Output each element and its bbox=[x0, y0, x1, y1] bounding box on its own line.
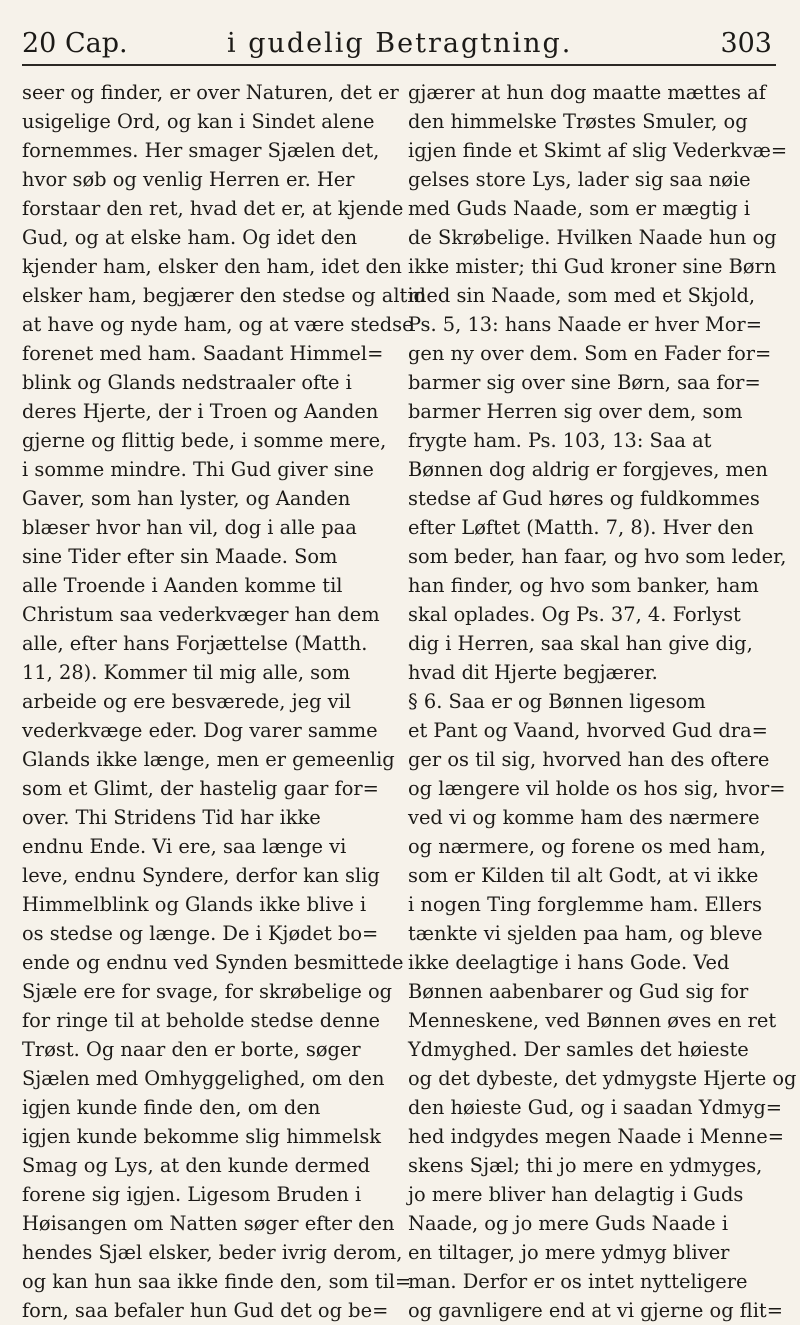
text-line: leve, endnu Syndere, derfor kan slig bbox=[22, 864, 380, 887]
text-line: og længere vil holde os hos sig, hvor= bbox=[408, 777, 786, 800]
text-line: frygte ham. Ps. 103, 13: Saa at bbox=[408, 429, 712, 452]
text-line: og det dybeste, det ydmygste Hjerte og bbox=[408, 1067, 797, 1090]
text-line: Bønnen dog aldrig er forgjeves, men bbox=[408, 458, 768, 481]
text-line: over. Thi Stridens Tid har ikke bbox=[22, 806, 321, 829]
text-line: hvor søb og venlig Herren er. Her bbox=[22, 168, 355, 191]
text-line: gjerne og flittig bede, i somme mere, bbox=[22, 429, 387, 452]
text-line: skens Sjæl; thi jo mere en ydmyges, bbox=[408, 1154, 763, 1177]
text-line: igjen kunde bekomme slig himmelsk bbox=[22, 1125, 382, 1148]
text-line: os stedse og længe. De i Kjødet bo= bbox=[22, 922, 379, 945]
chapter-label: 20 Cap. bbox=[22, 28, 128, 59]
text-line: Naade, og jo mere Guds Naade i bbox=[408, 1212, 729, 1235]
text-line: og nærmere, og forene os med ham, bbox=[408, 835, 766, 858]
text-line: i somme mindre. Thi Gud giver sine bbox=[22, 458, 374, 481]
text-line: Gud, og at elske ham. Og idet den bbox=[22, 226, 358, 249]
text-line: med Guds Naade, som er mægtig i bbox=[408, 197, 751, 220]
text-line: forene sig igjen. Ligesom Bruden i bbox=[22, 1183, 362, 1206]
text-line: alle, efter hans Forjættelse (Matth. bbox=[22, 632, 368, 655]
text-line: 11, 28). Kommer til mig alle, som bbox=[22, 661, 351, 684]
text-line: alle Troende i Aanden komme til bbox=[22, 574, 343, 597]
text-line: den himmelske Trøstes Smuler, og bbox=[408, 110, 748, 133]
text-line: ved vi og komme ham des nærmere bbox=[408, 806, 760, 829]
text-line: igjen kunde finde den, om den bbox=[22, 1096, 321, 1119]
text-line: den høieste Gud, og i saadan Ydmyg= bbox=[408, 1096, 783, 1119]
text-line: som beder, han faar, og hvo som leder, bbox=[408, 545, 787, 568]
text-line: stedse af Gud høres og fuldkommes bbox=[408, 487, 760, 510]
text-line: de Skrøbelige. Hvilken Naade hun og bbox=[408, 226, 777, 249]
text-line: gen ny over dem. Som en Fader for= bbox=[408, 342, 772, 365]
text-line: forenet med ham. Saadant Himmel= bbox=[22, 342, 384, 365]
text-line: at have og nyde ham, og at være stedse bbox=[22, 313, 414, 336]
text-line: blink og Glands nedstraaler ofte i bbox=[22, 371, 352, 394]
text-line: som et Glimt, der hastelig gaar for= bbox=[22, 777, 379, 800]
text-line: ikke mister; thi Gud kroner sine Børn bbox=[408, 255, 777, 278]
text-line: han finder, og hvo som banker, ham bbox=[408, 574, 759, 597]
text-line: Christum saa vederkvæger han dem bbox=[22, 603, 380, 626]
text-line: kjender ham, elsker den ham, idet den bbox=[22, 255, 402, 278]
text-line: et Pant og Vaand, hvorved Gud dra= bbox=[408, 719, 768, 742]
text-line: vederkvæge eder. Dog varer samme bbox=[22, 719, 378, 742]
text-line: sine Tider efter sin Maade. Som bbox=[22, 545, 338, 568]
text-line: Ps. 5, 13: hans Naade er hver Mor= bbox=[408, 313, 762, 336]
text-line: Bønnen aabenbarer og Gud sig for bbox=[408, 980, 749, 1003]
text-line: Himmelblink og Glands ikke blive i bbox=[22, 893, 367, 916]
text-line: gelses store Lys, lader sig saa nøie bbox=[408, 168, 751, 191]
text-line: usigelige Ord, og kan i Sindet alene bbox=[22, 110, 375, 133]
text-line: en tiltager, jo mere ydmyg bliver bbox=[408, 1241, 730, 1264]
text-line: hed indgydes megen Naade i Menne= bbox=[408, 1125, 784, 1148]
text-line: Trøst. Og naar den er borte, søger bbox=[22, 1038, 361, 1061]
left-column bbox=[22, 78, 426, 1322]
text-line: skal oplades. Og Ps. 37, 4. Forlyst bbox=[408, 603, 741, 626]
text-line: man. Derfor er os intet nytteligere bbox=[408, 1270, 748, 1293]
text-line: igjen finde et Skimt af slig Vederkvæ= bbox=[408, 139, 788, 162]
text-line: og kan hun saa ikke finde den, som til= bbox=[22, 1270, 412, 1293]
text-line: i nogen Ting forglemme ham. Ellers bbox=[408, 893, 762, 916]
text-line: hvad dit Hjerte begjærer. bbox=[408, 661, 658, 684]
text-line: Høisangen om Natten søger efter den bbox=[22, 1212, 395, 1235]
text-line: Glands ikke længe, men er gemeenlig bbox=[22, 748, 395, 771]
text-line: forn, saa befaler hun Gud det og be= bbox=[22, 1299, 389, 1322]
text-line: deres Hjerte, der i Troen og Aanden bbox=[22, 400, 379, 423]
text-line: som er Kilden til alt Godt, at vi ikke bbox=[408, 864, 759, 887]
text-line: og gavnligere end at vi gjerne og flit= bbox=[408, 1299, 783, 1322]
text-line: gjærer at hun dog maatte mættes af bbox=[408, 81, 766, 104]
text-line: barmer Herren sig over dem, som bbox=[408, 400, 743, 423]
text-line: elsker ham, begjærer den stedse og altid bbox=[22, 284, 426, 307]
text-line: blæser hvor han vil, dog i alle paa bbox=[22, 516, 357, 539]
text-line: Ydmyghed. Der samles det høieste bbox=[408, 1038, 749, 1061]
text-line: seer og finder, er over Naturen, det er bbox=[22, 81, 399, 104]
text-line: forstaar den ret, hvad det er, at kjende bbox=[22, 197, 404, 220]
text-line: fornemmes. Her smager Sjælen det, bbox=[22, 139, 380, 162]
text-line: Sjælen med Omhyggelighed, om den bbox=[22, 1067, 385, 1090]
running-header bbox=[22, 22, 776, 66]
right-column bbox=[408, 78, 797, 1322]
text-line: Sjæle ere for svage, for skrøbelige og bbox=[22, 980, 393, 1003]
text-line: for ringe til at beholde stedse denne bbox=[22, 1009, 381, 1032]
text-line: ende og endnu ved Synden besmittede bbox=[22, 951, 404, 974]
text-line: Menneskene, ved Bønnen øves en ret bbox=[408, 1009, 777, 1032]
text-line: ger os til sig, hvorved han des oftere bbox=[408, 748, 770, 771]
text-line: med sin Naade, som med et Skjold, bbox=[408, 284, 756, 307]
page-number: 303 bbox=[720, 28, 772, 59]
text-line: dig i Herren, saa skal han give dig, bbox=[408, 632, 753, 655]
text-line: hendes Sjæl elsker, beder ivrig derom, bbox=[22, 1241, 403, 1264]
text-line: barmer sig over sine Børn, saa for= bbox=[408, 371, 761, 394]
text-line: tænkte vi sjelden paa ham, og bleve bbox=[408, 922, 763, 945]
text-line: efter Løftet (Matth. 7, 8). Hver den bbox=[408, 516, 754, 539]
text-line: ikke deelagtige i hans Gode. Ved bbox=[408, 951, 730, 974]
text-line: arbeide og ere besværede, jeg vil bbox=[22, 690, 352, 713]
text-line: Smag og Lys, at den kunde dermed bbox=[22, 1154, 371, 1177]
text-line: endnu Ende. Vi ere, saa længe vi bbox=[22, 835, 347, 858]
running-title: i gudelig Betragtning. bbox=[227, 28, 573, 59]
text-line: § 6. Saa er og Bønnen ligesom bbox=[408, 690, 706, 713]
text-line: jo mere bliver han delagtig i Guds bbox=[408, 1183, 744, 1206]
text-line: Gaver, som han lyster, og Aanden bbox=[22, 487, 351, 510]
